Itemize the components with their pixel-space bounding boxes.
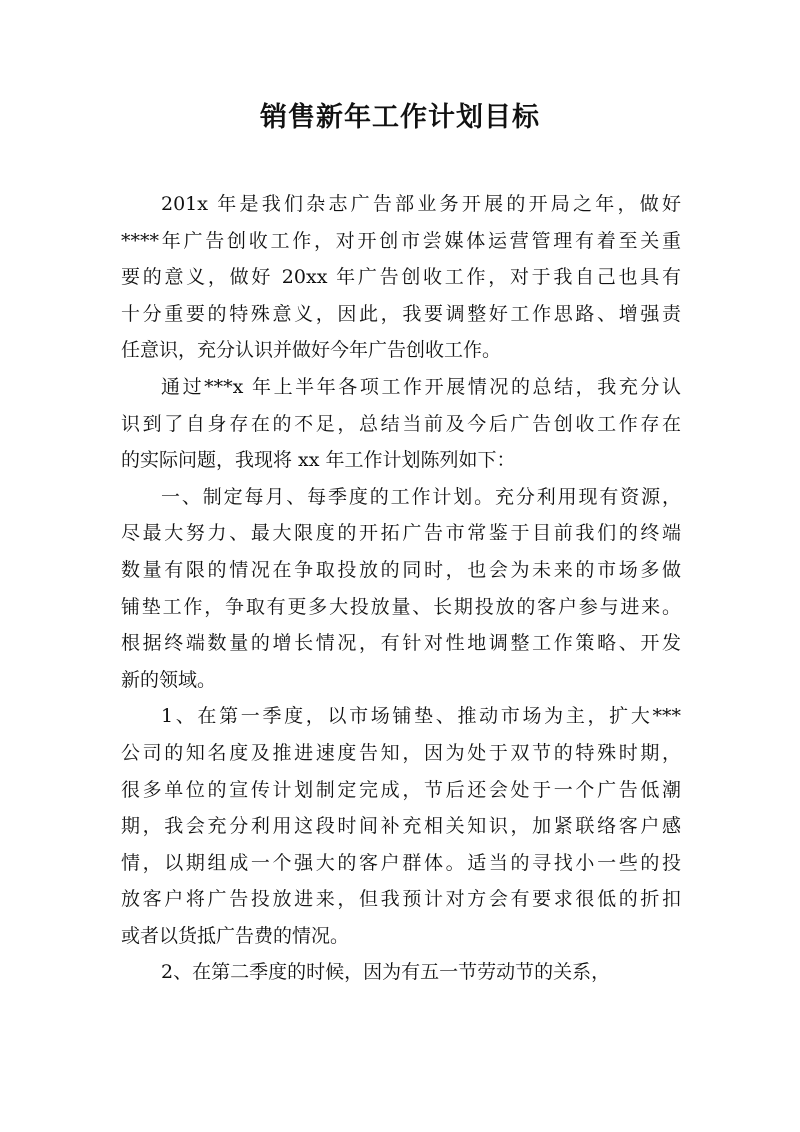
- paragraph-line: 要的意义，做好 20xx 年广告创收工作，对于我自己也具有: [121, 266, 681, 289]
- paragraph-line: 期，我会充分利用这段时间补充相关知识，加紧联络客户感: [121, 815, 681, 838]
- paragraph-line: 201x 年是我们杂志广告部业务开展的开局之年，做好: [161, 193, 681, 215]
- paragraph-line: 根据终端数量的增长情况，有针对性地调整工作策略、开发: [121, 632, 681, 655]
- paragraph-line: 放客户将广告投放进来，但我预计对方会有要求很低的折扣: [121, 888, 681, 911]
- paragraph-line: 公司的知名度及推进速度告知，因为处于双节的特殊时期，: [121, 741, 681, 764]
- paragraph-line: 一、制定每月、每季度的工作计划。充分利用现有资源，: [161, 485, 681, 508]
- document-title: 销售新年工作计划目标: [260, 102, 540, 133]
- paragraph-line: 2、在第二季度的时候，因为有五一节劳动节的关系，: [161, 961, 611, 984]
- paragraph-line: 通过***x 年上半年各项工作开展情况的总结，我充分认: [161, 375, 681, 398]
- paragraph-line: ****年广告创收工作，对开创市尝媒体运营管理有着至关重: [121, 229, 681, 252]
- paragraph-line: 铺垫工作，争取有更多大投放量、长期投放的客户参与进来。: [121, 595, 681, 618]
- paragraph-line: 数量有限的情况在争取投放的同时，也会为未来的市场多做: [121, 558, 681, 581]
- paragraph-line: 尽最大努力、最大限度的开拓广告市常鉴于目前我们的终端: [121, 522, 681, 545]
- paragraph-line: 或者以货抵广告费的情况。: [121, 924, 350, 947]
- document-body: [121, 186, 681, 991]
- paragraph-line: 很多单位的宣传计划制定完成，节后还会处于一个广告低潮: [121, 778, 681, 801]
- paragraph-line: 的实际问题，我现将 xx 年工作计划陈列如下：: [121, 449, 516, 472]
- paragraph-line: 新的领域。: [121, 668, 217, 691]
- paragraph-line: 识到了自身存在的不足，总结当前及今后广告创收工作存在: [121, 412, 681, 435]
- paragraph-line: 1、在第一季度，以市场铺垫、推动市场为主，扩大***: [161, 705, 681, 728]
- paragraph-line: 十分重要的特殊意义，因此，我要调整好工作思路、增强责: [121, 302, 681, 325]
- paragraph-line: 任意识，充分认识并做好今年广告创收工作。: [121, 339, 502, 362]
- paragraph-line: 情，以期组成一个强大的客户群体。适当的寻找小一些的投: [121, 851, 681, 874]
